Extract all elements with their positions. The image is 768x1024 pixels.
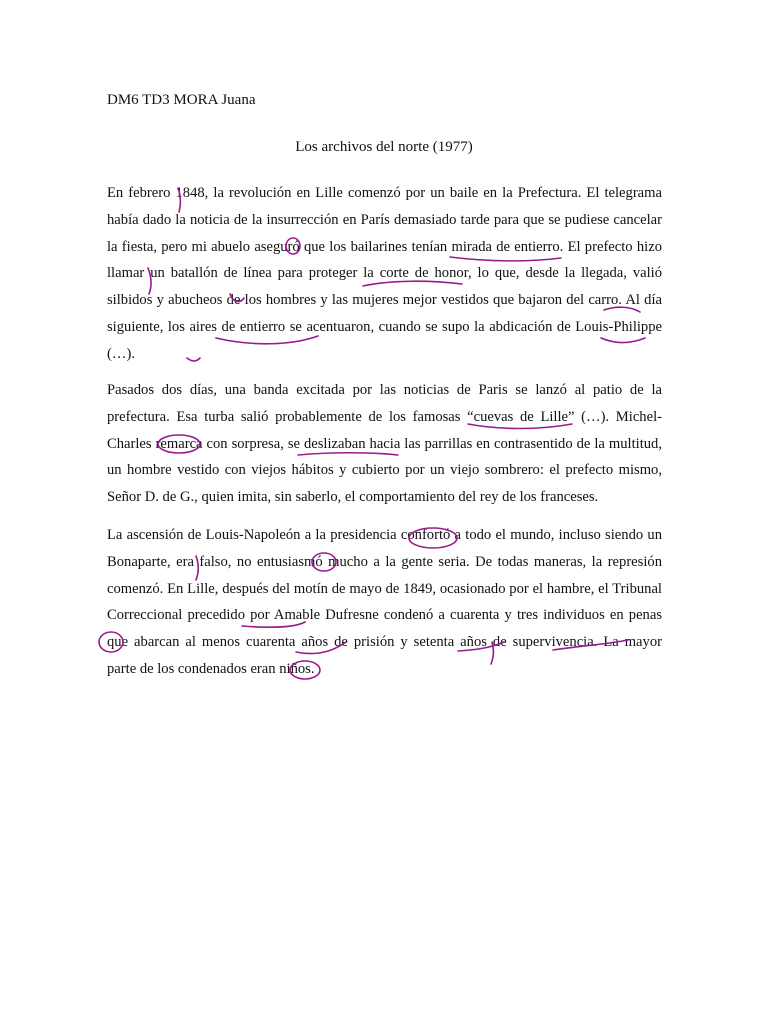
- student-header: DM6 TD3 MORA Juana: [107, 92, 256, 108]
- paragraph-1: En febrero 1848, la revolución en Lille comenzó por un baile en la Prefectura. El telegrama había dado la noticia de la insurrección en París demasiado tarde para que se pudiese cancelar la fiesta, pero mi abuelo aseguró que los bailarines tenían mirada de entierro. El prefecto hizo llamar un batallón de línea para proteger la corte de honor, lo que, desde la llegada, valió silbidos y abucheos de los hombres y las mujeres mejor vestidos que bajaron del carro. Al día siguiente, los aires de entierro se acentuaron, cuando se supo la abdicación de Louis-Philippe (…).: [107, 185, 662, 362]
- paragraph-3: La ascensión de Louis-Napoleón a la presidencia confortó a todo el mundo, incluso siendo un Bonaparte, era falso, no entusiasmó mucho a la gente seria. De todas maneras, la represión comenzó. En Lille, después del motín de mayo de 1849, ocasionado por el hambre, el Tribunal Correccional precedido por Amable Dufresne condenó a cuarenta y tres individuos en penas que abarcan al menos cuarenta años de prisión y setenta años de supervivencia. La mayor parte de los condenados eran niños.: [107, 527, 662, 677]
- paragraph-2: Pasados dos días, una banda excitada por las noticias de Paris se lanzó al patio de la prefectura. Esa turba salió probablemente de los famosas “cuevas de Lille” (…). Michel-Charles remarca con sorpresa, se deslizaban hacia las parrillas en contrasentido de la multitud, un hombre vestido con viejos hábitos y cubierto por un viejo sombrero: el prefecto mismo, Señor D. de G., quien imita, sin saberlo, el comportamiento del rey de los franceses.: [107, 382, 662, 506]
- document-title: Los archivos del norte (1977): [295, 139, 473, 155]
